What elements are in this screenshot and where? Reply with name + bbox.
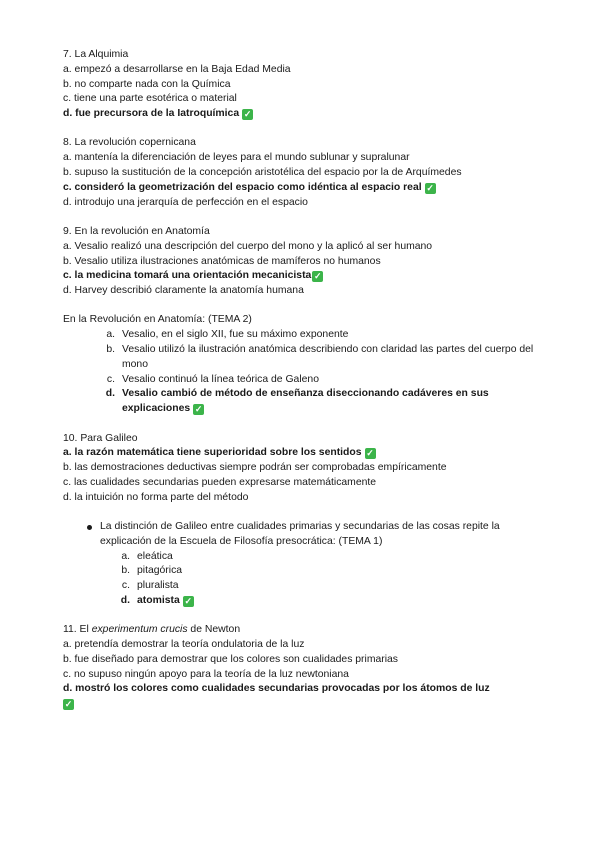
- option-d: d. la intuición no forma parte del método: [63, 491, 249, 503]
- option-a: [63, 328, 543, 343]
- option-d-correct: d. mostró los colores como cualidades secundarias provocadas por los átomos de luz: [63, 683, 490, 695]
- option-b: b. fue diseñado para demostrar que los colores son cualidades primarias: [63, 653, 398, 665]
- option-marker: d.: [120, 595, 130, 606]
- check-icon: ✓: [194, 404, 203, 415]
- question-9: [63, 225, 543, 299]
- option-marker: b.: [106, 344, 115, 356]
- option-b: [63, 564, 543, 579]
- option-marker: a.: [106, 329, 115, 341]
- option-a: a. pretendía demostrar la teoría ondulatoria de la luz: [63, 639, 305, 651]
- question-11: [63, 623, 543, 712]
- question-text: La distinción de Galileo entre cualidades primarias y secundarias de las cosas repite la explicación de la Escuela de Filosofía presocrática: (TEMA 1): [100, 521, 500, 547]
- option-a: a. Vesalio realizó una descripción del cuerpo del mono y la aplicó al ser humano: [63, 240, 433, 252]
- option-d: d. introdujo una jerarquía de perfección en el espacio: [63, 196, 308, 208]
- title-italic: experimentum crucis: [91, 624, 188, 636]
- option-marker: b.: [121, 565, 130, 577]
- option-c: c. no supuso ningún apoyo para la teoría de la luz newtoniana: [63, 668, 349, 680]
- option-text: Vesalio cambió de método de enseñanza diseccionando cadáveres en sus explicaciones: [122, 388, 489, 415]
- option-marker: c.: [106, 373, 115, 385]
- check-icon: ✓: [184, 596, 192, 606]
- option-a-correct: [63, 446, 543, 461]
- option-b: b. no comparte nada con la Química: [63, 78, 231, 90]
- option-text: Vesalio continuó la línea teórica de Galeno: [122, 373, 319, 385]
- title-prefix: 11. El: [63, 624, 92, 636]
- question-title: En la Revolución en Anatomía: (TEMA 2): [63, 314, 252, 326]
- question-title: 7. La Alquimia: [63, 49, 129, 60]
- option-text: Vesalio utilizó la ilustración anatómica describiendo con claridad las partes del cuerpo del mono: [122, 344, 534, 370]
- option-text: atomista: [137, 595, 180, 606]
- option-text: a. la razón matemática tiene superioridad sobre los sentidos: [63, 447, 362, 459]
- option-marker: a.: [121, 550, 130, 562]
- option-text: pluralista: [137, 580, 179, 592]
- option-b: b. supuso la sustitución de la concepción aristotélica del espacio por la de Arquímedes: [63, 167, 462, 179]
- question-title: 8. La revolución copernicana: [63, 137, 196, 149]
- option-d-correct: [63, 107, 543, 122]
- option-text: c. la medicina tomará una orientación mecanicista: [63, 270, 312, 282]
- option-b: b. Vesalio utiliza ilustraciones anatómicas de mamíferos no humanos: [63, 255, 381, 267]
- question-title: [63, 623, 543, 638]
- question-10: [63, 432, 543, 506]
- option-text: c. consideró la geometrización del espacio como idéntica al espacio real: [63, 181, 422, 193]
- option-c-correct: [63, 181, 543, 196]
- check-line: [63, 697, 543, 712]
- option-b: b. las demostraciones deductivas siempre podrán ser comprobadas empíricamente: [63, 462, 447, 474]
- document-page: [63, 48, 543, 727]
- option-d-correct: [63, 387, 543, 417]
- check-icon: ✓: [64, 699, 73, 710]
- option-a: a. mantenía la diferenciación de leyes para el mundo sublunar y supralunar: [63, 152, 410, 164]
- option-d-correct: [63, 594, 543, 609]
- question-9-variant: [63, 313, 543, 417]
- question-title: 10. Para Galileo: [63, 432, 138, 444]
- check-icon: ✓: [426, 182, 434, 193]
- check-icon: ✓: [243, 109, 252, 120]
- option-c: c. las cualidades secundarias pueden expresarse matemáticamente: [63, 476, 377, 488]
- option-text: Vesalio, en el siglo XII, fue su máximo exponente: [122, 329, 349, 341]
- bullet-question: [63, 520, 543, 550]
- option-text: eleática: [137, 550, 173, 562]
- question-10-variant: [63, 520, 543, 609]
- option-text: pitagórica: [137, 565, 183, 577]
- option-d: d. Harvey describió claramente la anatomía humana: [63, 285, 304, 297]
- bullet-icon: [87, 525, 92, 530]
- option-a: a. empezó a desarrollarse en la Baja Edad Media: [63, 63, 291, 75]
- option-text: d. fue precursora de la Iatroquímica: [63, 108, 240, 120]
- check-icon: ✓: [366, 448, 374, 459]
- question-8: [63, 136, 543, 210]
- option-a: [63, 550, 543, 565]
- option-b: [63, 343, 543, 373]
- title-suffix: de Newton: [187, 624, 241, 636]
- check-icon: ✓: [314, 271, 322, 282]
- option-c-correct: [63, 269, 543, 284]
- option-c: [63, 579, 543, 594]
- option-marker: c.: [121, 580, 130, 592]
- option-c: c. tiene una parte esotérica o material: [63, 93, 237, 105]
- question-7: [63, 48, 543, 122]
- option-c: [63, 373, 543, 388]
- question-title: 9. En la revolución en Anatomía: [63, 225, 210, 237]
- option-marker: d.: [105, 388, 115, 400]
